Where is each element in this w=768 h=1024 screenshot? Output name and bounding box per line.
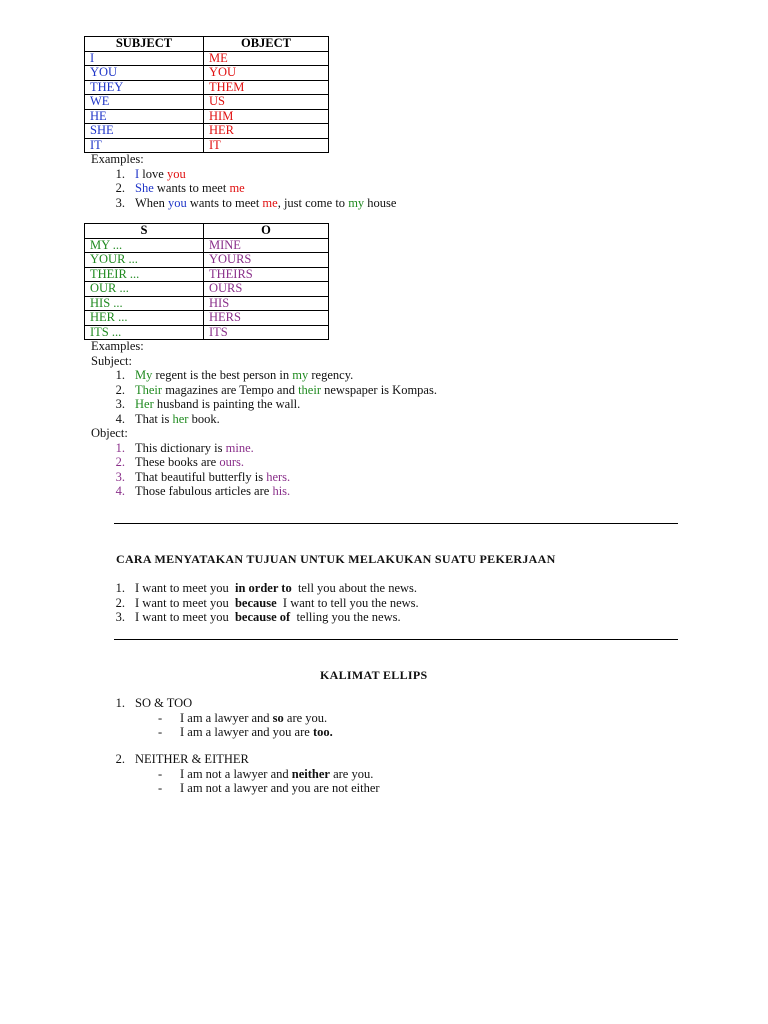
item-number: 2. [115,382,125,397]
list-item [102,581,419,596]
group-title [102,696,333,711]
item-number: 3. [115,397,125,411]
ellips-group-1 [102,696,333,740]
examples-label: Examples: [91,339,144,353]
object-cell: YOU [204,66,329,81]
item-number: 2. [115,181,125,195]
possessive-word: her [172,411,189,426]
text-span: I want to meet you [135,581,235,595]
possessive-pronoun-word: hers [266,469,288,484]
item-number: 2. [115,752,125,766]
subject-cell: YOU [85,66,204,81]
object-word: you [166,166,186,181]
section-heading-tujuan: CARA MENYATAKAN TUJUAN UNTUK MELAKUKAN SUATU PEKERJAAN [116,552,556,566]
possessive-adjective-cell: THEIR ... [85,267,204,282]
table-row [85,267,329,282]
possessive-adjective-cell: HER ... [85,311,204,326]
item-number: 2. [115,595,125,610]
text-span: tell you about the news. [291,581,418,595]
horizontal-divider [114,639,678,640]
o-header: O [204,224,329,239]
item-number: 3. [115,610,125,624]
list-item [102,181,396,196]
possessive-adjective-cell: HIS ... [85,296,204,311]
object-header: OBJECT [204,37,329,52]
list-item [102,196,396,211]
text-span: That is [135,411,173,426]
list-item [102,167,396,182]
list-item [102,383,437,398]
possessive-adjective-cell: ITS ... [85,325,204,340]
table-header-row [85,37,329,52]
object-cell: THEM [204,80,329,95]
possessive-word: Her [135,397,154,411]
object-cell: IT [204,138,329,153]
possessive-pronoun-cell: HERS [204,311,329,326]
group-title-text: SO & TOO [135,696,193,710]
section-heading-ellips: KALIMAT ELLIPS [320,668,428,682]
list-item [102,596,419,611]
possessive-word: My [135,368,153,382]
table-row [85,51,329,66]
table-row [85,282,329,297]
examples-label: Examples: [91,152,144,166]
possessive-word: my [292,368,309,382]
subject-cell: HE [85,109,204,124]
ellips-group-2 [102,752,380,796]
text-span: love [139,166,167,181]
object-cell: HER [204,124,329,139]
object-cell: HIM [204,109,329,124]
text-span: are you. [329,766,374,781]
subject-object-table [84,36,329,153]
item-number: 2. [115,455,125,469]
possessive-pronoun-cell: MINE [204,238,329,253]
text-span: I am a lawyer and you are [180,725,313,739]
object-label: Object: [91,426,128,440]
item-number: 1. [115,440,125,455]
possessive-pronoun-cell: HIS [204,296,329,311]
keyword: in order to [234,581,292,595]
item-number: 1. [115,696,125,710]
examples-block-2 [91,339,437,499]
text-span: book. [188,411,220,426]
possessive-pronoun-cell: THEIRS [204,267,329,282]
subject-cell: SHE [85,124,204,139]
table-row [85,325,329,340]
text-span: regent is the best person in [152,368,293,382]
list-item [102,725,333,740]
possessive-pronoun-word: mine [225,440,251,455]
text-span: husband is painting the wall. [153,397,301,411]
list-item [102,455,437,470]
table-row [85,66,329,81]
subject-cell: I [85,51,204,66]
possessive-adjective-cell: MY ... [85,238,204,253]
subject-cell: THEY [85,80,204,95]
list-item [102,470,437,485]
group-title-text: NEITHER & EITHER [135,752,249,766]
object-examples-list [91,441,437,499]
list-item [102,767,380,782]
keyword: so [272,710,284,725]
table-row [85,80,329,95]
table-row [85,124,329,139]
list-item [102,711,333,726]
possessive-pronoun-word: ours [219,455,241,469]
dash-bullet: - [158,710,163,725]
keyword: because of [234,610,291,624]
examples-list [102,167,396,211]
table-row [85,311,329,326]
text-span: . [287,469,291,484]
subject-cell: IT [85,138,204,153]
list-item [102,368,437,383]
possessive-word: Their [135,382,163,397]
text-span: When [135,195,168,210]
text-span: telling you the news. [290,610,401,624]
s-header: S [85,224,204,239]
group-title [102,752,380,767]
list-item [102,441,437,456]
possessive-pronoun-cell: ITS [204,325,329,340]
text-span: wants to meet [153,181,230,195]
text-span: I am not a lawyer and you are not either [180,781,380,795]
item-number: 1. [115,368,125,382]
text-span: . [240,455,245,469]
subject-examples-list [91,368,437,426]
text-span: I am a lawyer and [180,710,273,725]
subject-word: I [135,166,140,181]
text-span: newspaper is Kompas. [321,382,437,397]
list-item [102,781,380,796]
item-number: 1. [115,581,125,595]
object-cell: ME [204,51,329,66]
subject-cell: WE [85,95,204,110]
possessive-pronoun-word: his [272,484,288,498]
possessive-table [84,223,329,340]
text-span: I want to tell you the news. [276,595,419,610]
table-row [85,109,329,124]
text-span: regency. [308,368,354,382]
item-number: 3. [115,195,125,210]
item-number: 4. [115,484,125,498]
object-word: me [262,195,278,210]
text-span: This dictionary is [135,440,226,455]
text-span: . [250,440,254,455]
text-span: These books are [135,455,220,469]
dash-bullet: - [158,725,163,739]
list-item [102,484,437,499]
possessive-pronoun-cell: YOURS [204,253,329,268]
keyword: too. [312,725,333,739]
dash-bullet: - [158,781,163,795]
tujuan-list [102,581,419,625]
text-span: I am not a lawyer and [180,766,292,781]
subject-word: you [167,195,187,210]
text-span: are you. [283,710,328,725]
horizontal-divider [114,523,678,524]
text-span: magazines are Tempo and [162,382,299,397]
text-span: Those fabulous articles are [135,484,273,498]
keyword: because [234,595,277,610]
list-item [102,412,437,427]
possessive-word: my [348,195,365,210]
item-number: 4. [115,411,125,426]
item-number: 3. [115,469,125,484]
examples-block-1 [91,152,397,210]
object-word: me [229,181,245,195]
list-item [102,397,437,412]
subject-header: SUBJECT [85,37,204,52]
text-span: That beautiful butterfly is [135,469,267,484]
possessive-adjective-cell: YOUR ... [85,253,204,268]
table-header-row [85,224,329,239]
text-span: I want to meet you [135,595,235,610]
possessive-word: their [298,382,321,397]
object-cell: US [204,95,329,110]
possessive-pronoun-cell: OURS [204,282,329,297]
possessive-adjective-cell: OUR ... [85,282,204,297]
text-span: I want to meet you [135,610,235,624]
table-row [85,138,329,153]
subject-label: Subject: [91,353,132,368]
table-row [85,238,329,253]
text-span: . [287,484,291,498]
keyword: neither [291,766,330,781]
list-item [102,610,419,625]
text-span: , just come to [277,195,349,210]
subject-word: She [135,181,154,195]
text-span: house [364,195,397,210]
text-span: wants to meet [186,195,263,210]
table-row [85,253,329,268]
dash-bullet: - [158,766,163,781]
table-row [85,95,329,110]
table-row [85,296,329,311]
item-number: 1. [115,166,125,181]
